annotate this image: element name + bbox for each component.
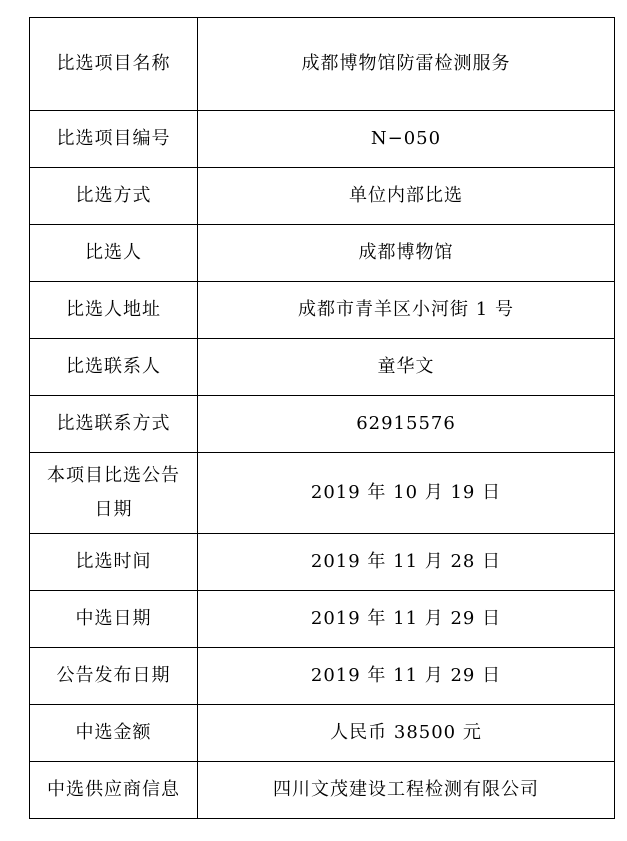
row-label: 比选时间 [30, 534, 198, 591]
row-label: 比选项目名称 [30, 18, 198, 111]
row-value: 2019 年 11 月 29 日 [198, 648, 615, 705]
table-row [30, 534, 615, 591]
table-row [30, 339, 615, 396]
row-value: 2019 年 11 月 29 日 [198, 591, 615, 648]
row-label [30, 453, 198, 534]
table-row [30, 168, 615, 225]
row-label: 比选方式 [30, 168, 198, 225]
table-row [30, 225, 615, 282]
row-value: 四川文茂建设工程检测有限公司 [198, 762, 615, 819]
table-row [30, 591, 615, 648]
row-value: 62915576 [198, 396, 615, 453]
table-row [30, 396, 615, 453]
row-label: 中选供应商信息 [30, 762, 198, 819]
table-row [30, 762, 615, 819]
row-label: 比选项目编号 [30, 111, 198, 168]
row-label-line: 本项目比选公告 [47, 465, 180, 486]
row-label: 比选联系人 [30, 339, 198, 396]
row-label-line: 日期 [94, 499, 133, 520]
row-value: 童华文 [198, 339, 615, 396]
row-value: 2019 年 11 月 28 日 [198, 534, 615, 591]
table-row [30, 705, 615, 762]
table-row [30, 453, 615, 534]
row-label: 公告发布日期 [30, 648, 198, 705]
row-value: 成都市青羊区小河街 1 号 [198, 282, 615, 339]
table-row [30, 282, 615, 339]
table-row [30, 18, 615, 111]
row-value: N−050 [198, 111, 615, 168]
row-value: 2019 年 10 月 19 日 [198, 453, 615, 534]
row-value: 成都博物馆防雷检测服务 [198, 18, 615, 111]
row-value: 人民币 38500 元 [198, 705, 615, 762]
table-row [30, 111, 615, 168]
row-value: 单位内部比选 [198, 168, 615, 225]
row-value: 成都博物馆 [198, 225, 615, 282]
row-label: 中选金额 [30, 705, 198, 762]
row-label: 比选联系方式 [30, 396, 198, 453]
row-label: 中选日期 [30, 591, 198, 648]
row-label: 比选人 [30, 225, 198, 282]
table-row [30, 648, 615, 705]
procurement-info-table [29, 17, 615, 819]
row-label: 比选人地址 [30, 282, 198, 339]
